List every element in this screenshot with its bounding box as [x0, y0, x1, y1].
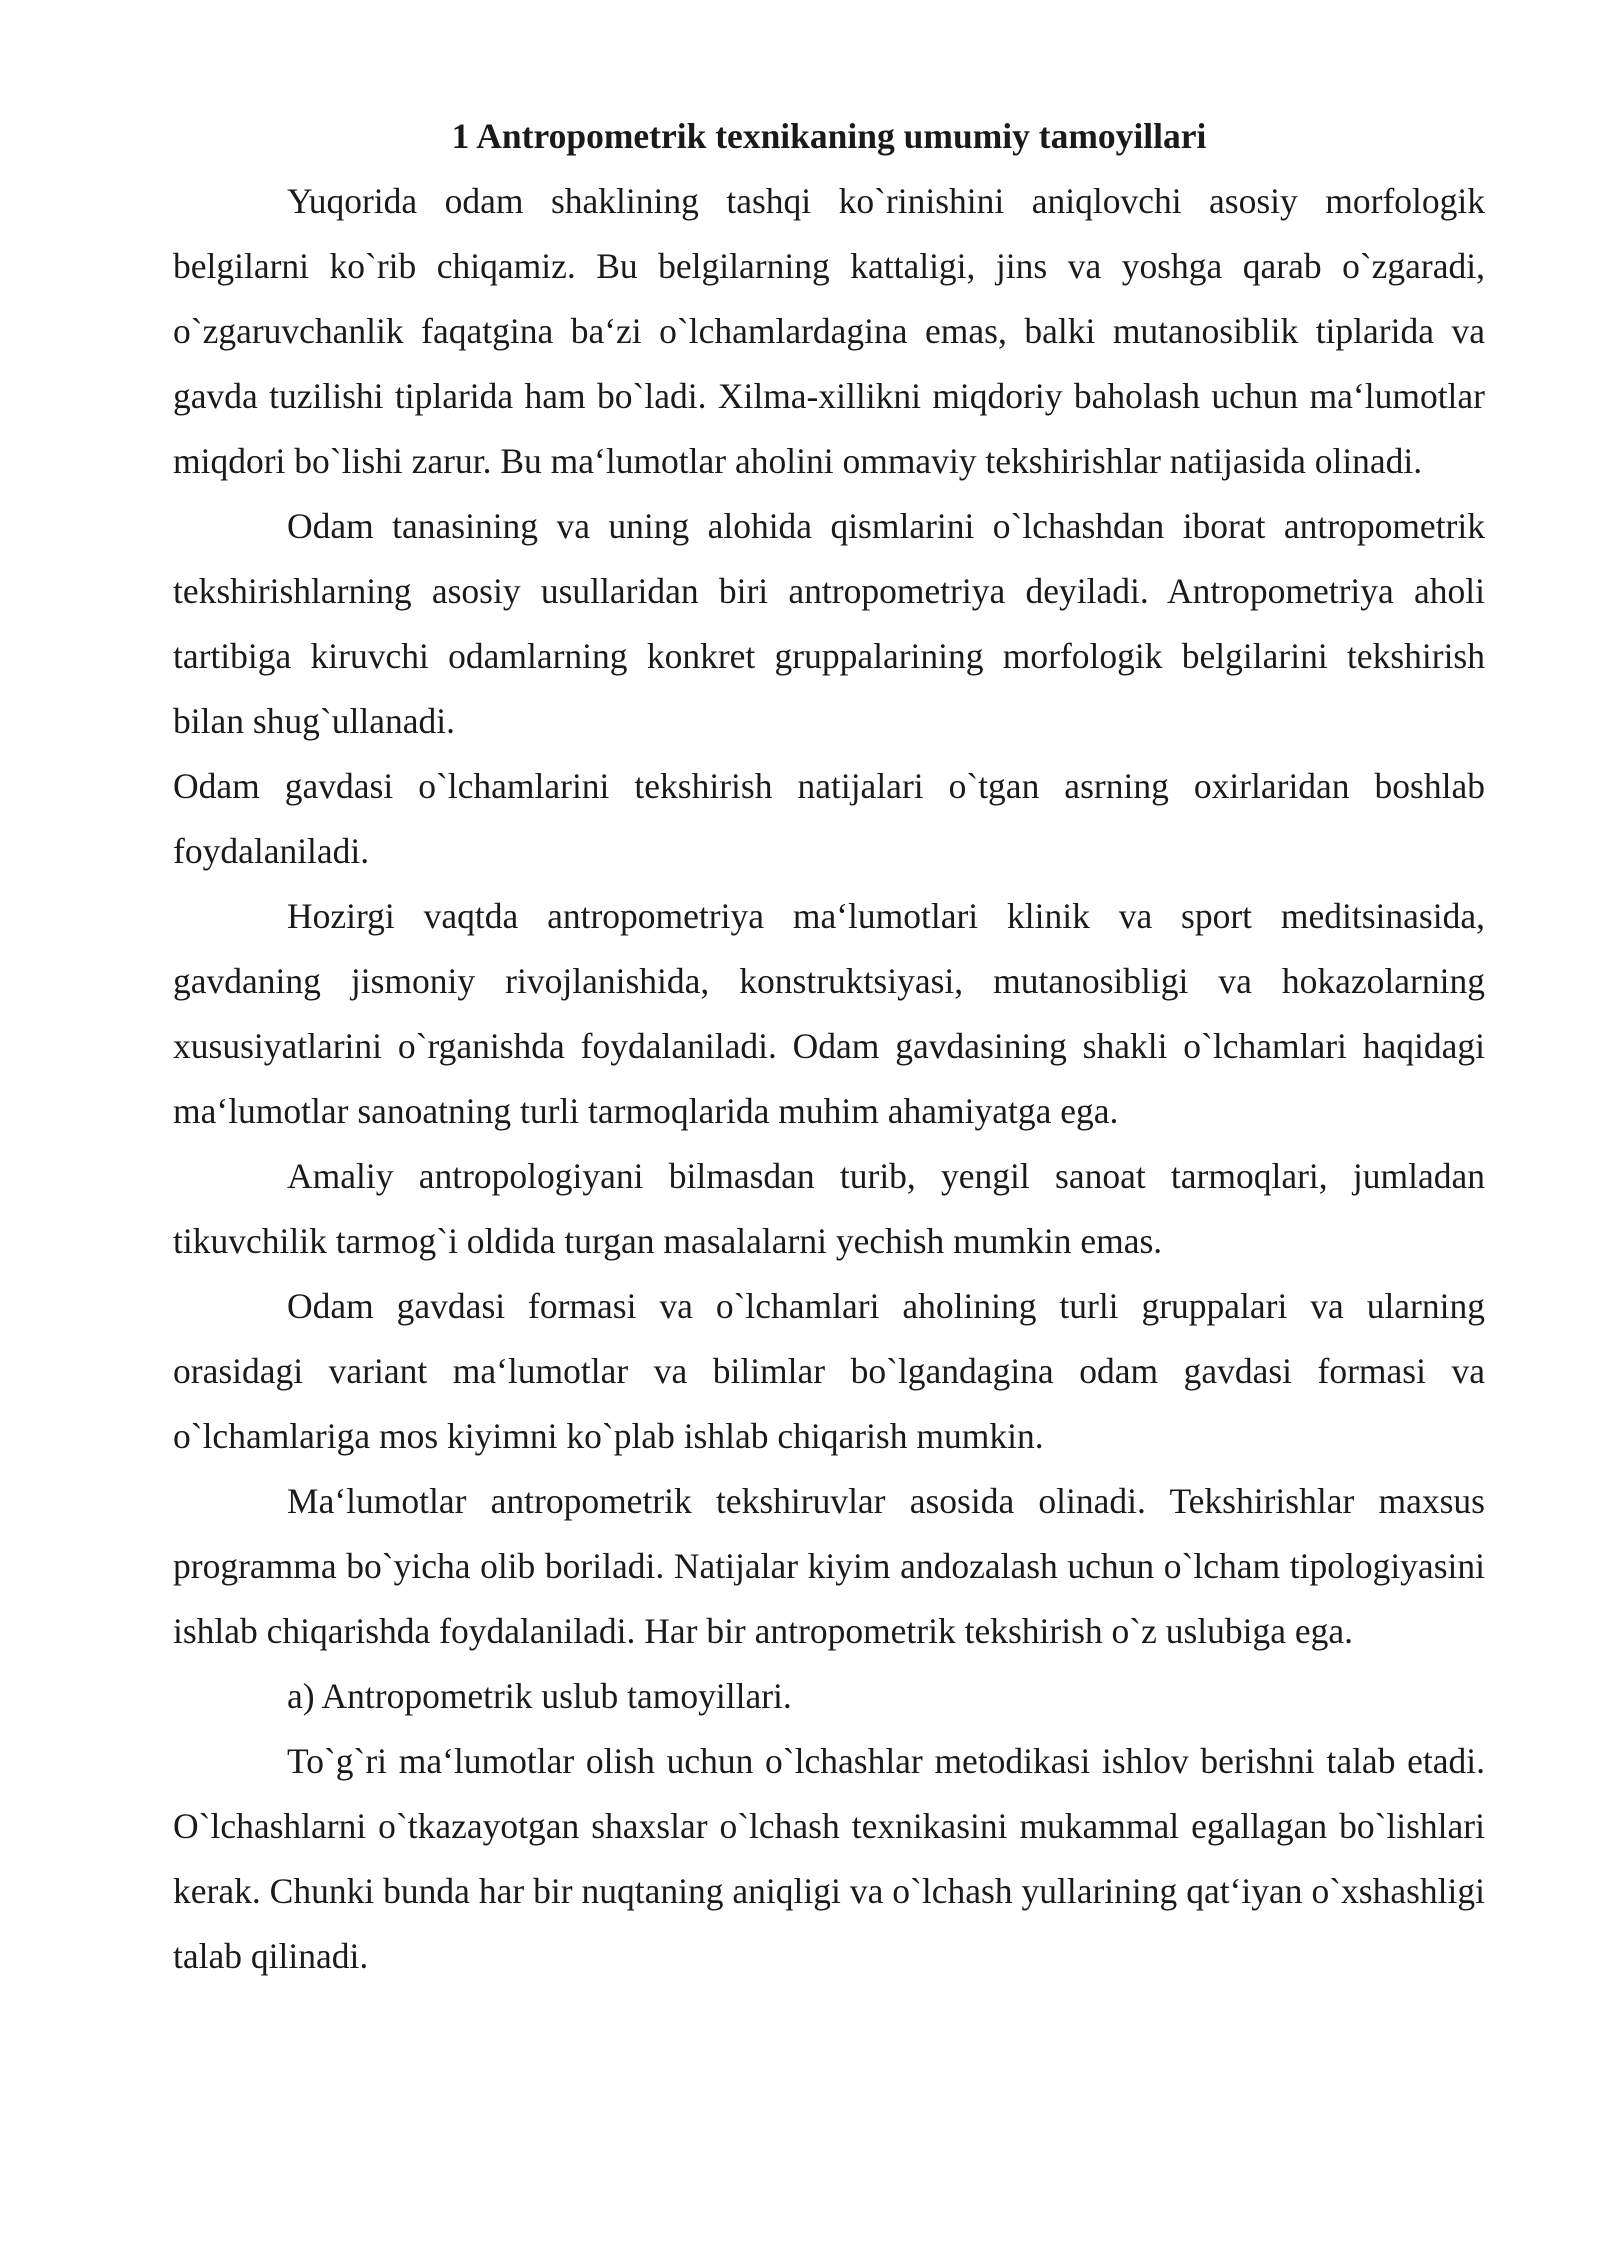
- paragraph-current-usage: Hozirgi vaqtda antropometriya ma‘lumotlari klinik va sport meditsinasida, gavdaning jismoniy rivojlanishida, konstruktsiyasi, mutanosibligi va hokazolarning xususiyatlarini o`rganishda foydalaniladi. Odam gavdasining shakli o`lchamlari haqidagi ma‘lumotlar sanoatning turli tarmoqlarida muhim ahamiyatga ega.: [173, 896, 1485, 1131]
- paragraph-applied-anthropology: Amaliy antropologiyani bilmasdan turib, yengil sanoat tarmoqlari, jumladan tikuvchilik tarmog`i oldida turgan masalalarni yechish mumkin emas.: [173, 1156, 1485, 1261]
- paragraph-anthropometry-definition: Odam tanasining va uning alohida qismlarini o`lchashdan iborat antropometrik tekshirishlarning asosiy usullaridan biri antropometriya deyiladi. Antropometriya aholi tartibiga kiruvchi odamlarning konkret gruppalarining morfologik belgilarini tekshirish bilan shug`ullanadi.: [173, 506, 1485, 741]
- paragraph-measurement-history: Odam gavdasi o`lchamlarini tekshirish natijalari o`tgan asrning oxirlaridan boshlab foydalaniladi.: [173, 766, 1485, 871]
- paragraph-morphologic-features: Yuqorida odam shaklining tashqi ko`rinishini aniqlovchi asosiy morfologik belgilarni ko`rib chiqamiz. Bu belgilarning kattaligi, jins va yoshga qarab o`zgaradi, o`zgaruvchanlik faqatgina ba‘zi o`lchamlardagina emas, balki mutanosiblik tiplarida va gavda tuzilishi tiplarida ham bo`ladi. Xilma-xillikni miqdoriy baholash uchun ma‘lumotlar miqdori bo`lishi zarur. Bu ma‘lumotlar aholini ommaviy tekshirishlar natijasida olinadi.: [173, 181, 1485, 481]
- paragraph-body-form: Odam gavdasi formasi va o`lchamlari aholining turli gruppalari va ularning orasidagi variant ma‘lumotlar va bilimlar bo`lgandagina odam gavdasi formasi va o`lchamlariga mos kiyimni ko`plab ishlab chiqarish mumkin.: [173, 1286, 1485, 1456]
- paragraph-data-collection: Ma‘lumotlar antropometrik tekshiruvlar asosida olinadi. Tekshirishlar maxsus programma bo`yicha olib boriladi. Natijalar kiyim andozalash uchun o`lcham tipologiyasini ishlab chiqarishda foydalaniladi. Har bir antropometrik tekshirish o`z uslubiga ega.: [173, 1481, 1485, 1651]
- paragraph-measurement-methodology: To`g`ri ma‘lumotlar olish uchun o`lchashlar metodikasi ishlov berishni talab etadi. O`lchashlarni o`tkazayotgan shaxslar o`lchash texnikasini mukammal egallagan bo`lishlari kerak. Chunki bunda har bir nuqtaning aniqligi va o`lchash yullarining qat‘iyan o`xshashligi talab qilinadi.: [173, 1741, 1485, 1976]
- section-title: 1 Antropometrik texnikaning umumiy tamoyillari: [451, 116, 1207, 156]
- document-body: [173, 104, 1485, 1989]
- subsection-heading-principles: a) Antropometrik uslub tamoyillari.: [287, 1676, 792, 1716]
